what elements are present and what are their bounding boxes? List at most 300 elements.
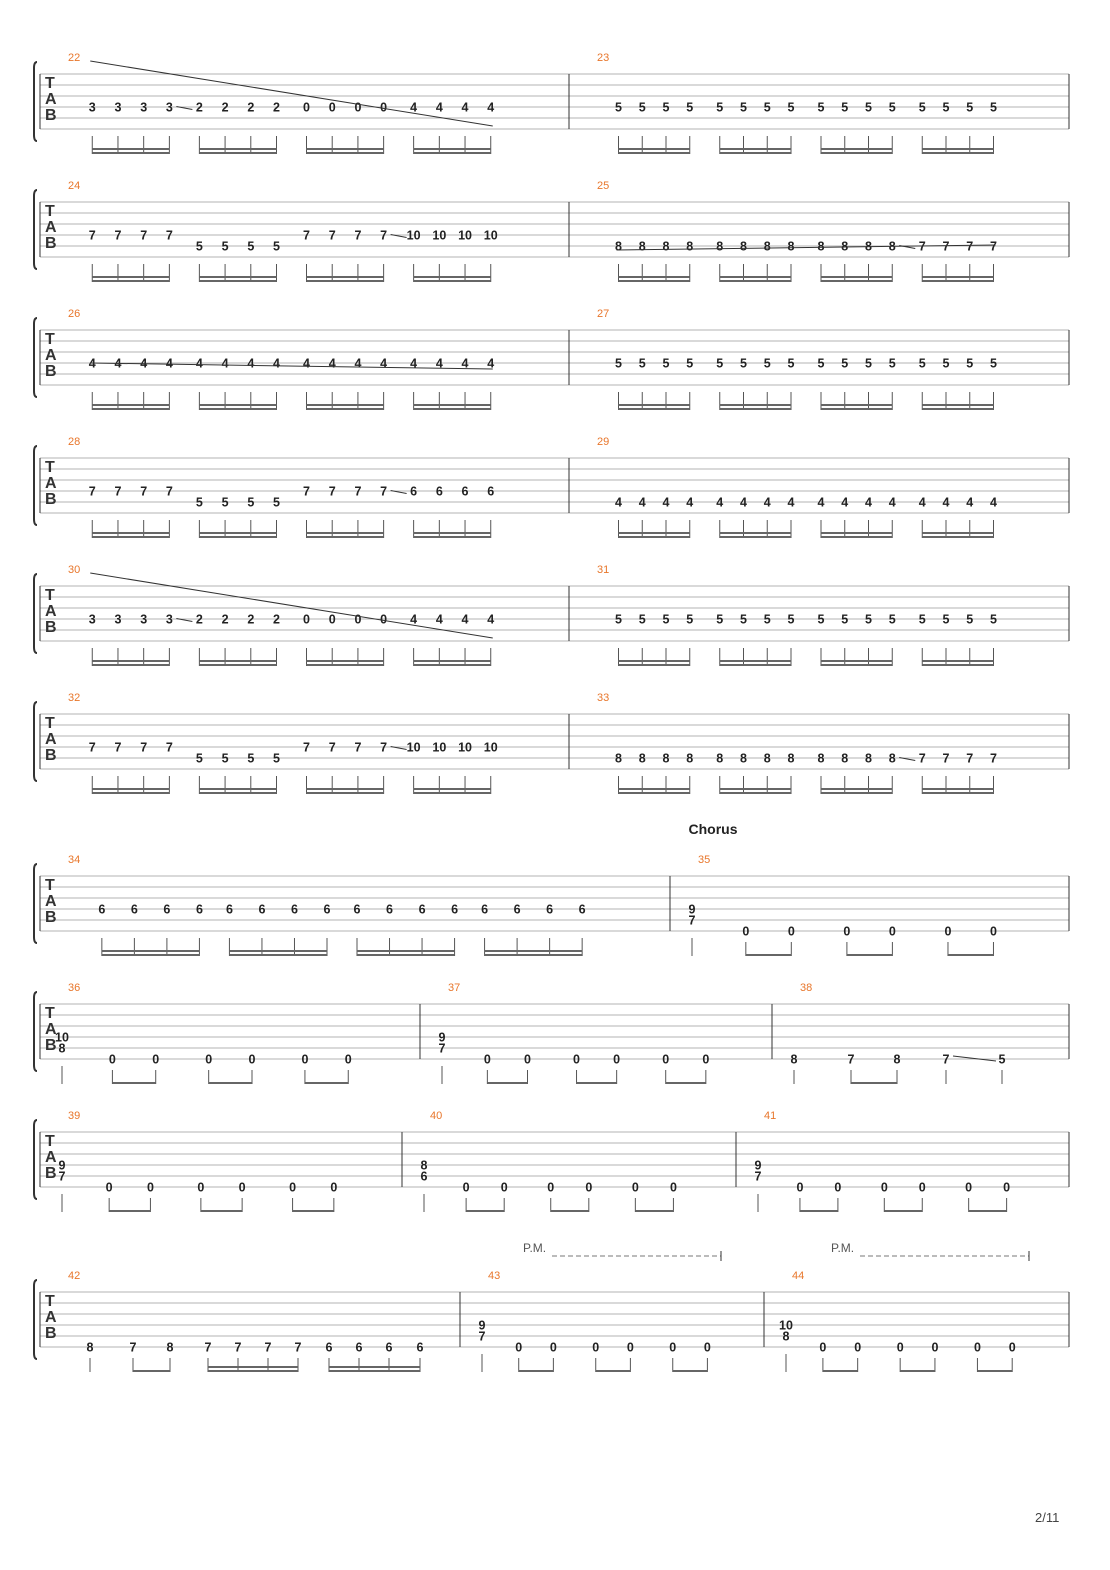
fret-number: 0 xyxy=(1003,1180,1011,1195)
fret-number: 5 xyxy=(865,612,872,627)
fret-number: 5 xyxy=(841,100,849,115)
fret-number: 2 xyxy=(195,612,203,627)
fret-number: 4 xyxy=(990,495,997,510)
fret-number: 5 xyxy=(195,239,203,254)
fret-number: 6 xyxy=(451,902,459,917)
fret-number: 10 xyxy=(406,228,421,243)
fret-number: 7 xyxy=(114,484,122,499)
fret-number: 0 xyxy=(880,1180,888,1195)
fret-number: 10 xyxy=(432,228,447,243)
fret-number: 0 xyxy=(918,1180,926,1195)
fret-number: 7 xyxy=(234,1340,242,1355)
fret-number: 0 xyxy=(669,1340,677,1355)
fret-number: 5 xyxy=(787,612,795,627)
fret-number: 4 xyxy=(942,495,950,510)
fret-number: 4 xyxy=(435,100,443,115)
system-bracket xyxy=(34,446,37,525)
fret-number: 5 xyxy=(841,612,849,627)
fret-number: 5 xyxy=(662,612,670,627)
fret-number: 7 xyxy=(942,239,950,254)
measure-number: 43 xyxy=(488,1270,501,1282)
fret-number: 5 xyxy=(247,751,255,766)
system-bracket xyxy=(34,574,37,653)
fret-number: 5 xyxy=(615,100,622,115)
fret-number: 4 xyxy=(221,356,229,371)
fret-number: 8 xyxy=(716,239,724,254)
fret-number: 7 xyxy=(354,228,362,243)
fret-number: 7 xyxy=(380,228,388,243)
measure-number: 40 xyxy=(430,1110,443,1122)
fret-number: 0 xyxy=(742,924,750,939)
fret-number: 4 xyxy=(763,495,771,510)
fret-number: 8 xyxy=(888,751,896,766)
fret-number: 8 xyxy=(662,239,670,254)
fret-number: 4 xyxy=(865,495,872,510)
fret-number: 4 xyxy=(380,356,388,371)
fret-number: 0 xyxy=(152,1052,160,1067)
chord-fret-number: 6 xyxy=(420,1169,428,1184)
fret-number: 0 xyxy=(592,1340,600,1355)
fret-number: 0 xyxy=(703,1340,711,1355)
fret-number: 5 xyxy=(865,356,872,371)
tab-clef-letter: A xyxy=(45,731,57,748)
measure-number: 38 xyxy=(800,982,813,994)
fret-number: 0 xyxy=(197,1180,205,1195)
fret-number: 5 xyxy=(888,612,896,627)
fret-number: 0 xyxy=(549,1340,557,1355)
measure-number: 22 xyxy=(68,52,81,64)
fret-number: 5 xyxy=(888,356,896,371)
fret-number: 3 xyxy=(88,100,96,115)
fret-number: 0 xyxy=(500,1180,508,1195)
fret-number: 7 xyxy=(354,740,362,755)
tab-clef-letter: A xyxy=(45,603,57,620)
fret-number: 0 xyxy=(834,1180,842,1195)
fret-number: 7 xyxy=(114,740,122,755)
chord-fret-number: 9 xyxy=(754,1158,762,1173)
fret-number: 7 xyxy=(990,239,997,254)
fret-number: 2 xyxy=(221,100,229,115)
fret-number: 4 xyxy=(918,495,926,510)
chord-fret-number: 10 xyxy=(55,1030,69,1045)
measure-number: 41 xyxy=(764,1110,777,1122)
fret-number: 10 xyxy=(483,228,498,243)
system-bracket xyxy=(34,1280,37,1359)
fret-number: 0 xyxy=(289,1180,297,1195)
system-bracket xyxy=(34,190,37,269)
fret-number: 5 xyxy=(686,612,694,627)
fret-number: 3 xyxy=(140,100,148,115)
fret-number: 0 xyxy=(301,1052,309,1067)
fret-number: 0 xyxy=(462,1180,470,1195)
fret-number: 5 xyxy=(716,356,724,371)
tab-clef-letter: T xyxy=(45,587,55,604)
long-slide-line xyxy=(90,61,495,126)
fret-number: 7 xyxy=(303,484,310,499)
tab-clef-letter: A xyxy=(45,1309,57,1326)
fret-number: 3 xyxy=(114,612,122,627)
fret-number: 0 xyxy=(146,1180,154,1195)
chord-fret-number: 7 xyxy=(58,1169,66,1184)
tab-clef-letter: T xyxy=(45,331,55,348)
fret-number: 0 xyxy=(248,1052,256,1067)
fret-number: 5 xyxy=(740,100,747,115)
long-slide-line xyxy=(90,573,495,638)
fret-number: 6 xyxy=(163,902,171,917)
tab-clef-letter: T xyxy=(45,877,55,894)
fret-number: 0 xyxy=(819,1340,827,1355)
fret-number: 5 xyxy=(787,100,795,115)
fret-number: 5 xyxy=(195,495,203,510)
fret-number: 5 xyxy=(716,100,724,115)
tab-clef-letter: A xyxy=(45,475,57,492)
chord-fret-number: 9 xyxy=(688,902,696,917)
fret-number: 4 xyxy=(195,356,203,371)
fret-number: 0 xyxy=(238,1180,246,1195)
fret-number: 6 xyxy=(325,1340,333,1355)
fret-number: 8 xyxy=(865,239,872,254)
fret-number: 5 xyxy=(966,356,974,371)
fret-number: 4 xyxy=(841,495,849,510)
fret-number: 3 xyxy=(165,612,173,627)
tab-clef-letter: B xyxy=(45,747,57,764)
fret-number: 5 xyxy=(763,356,771,371)
fret-number: 7 xyxy=(140,484,148,499)
fret-number: 5 xyxy=(763,100,771,115)
fret-number: 0 xyxy=(896,1340,904,1355)
fret-number: 4 xyxy=(273,356,280,371)
measure-number: 32 xyxy=(68,692,81,704)
system-bracket xyxy=(34,1120,37,1199)
fret-number: 4 xyxy=(461,612,469,627)
fret-number: 7 xyxy=(129,1340,137,1355)
fret-number: 6 xyxy=(130,902,138,917)
fret-number: 4 xyxy=(686,495,694,510)
fret-number: 0 xyxy=(944,924,952,939)
fret-number: 0 xyxy=(702,1052,710,1067)
fret-number: 7 xyxy=(990,751,997,766)
fret-number: 4 xyxy=(328,356,336,371)
fret-number: 5 xyxy=(221,751,229,766)
fret-number: 0 xyxy=(669,1180,677,1195)
fret-number: 4 xyxy=(487,356,495,371)
measure-number: 36 xyxy=(68,982,81,994)
fret-number: 7 xyxy=(966,751,974,766)
fret-number: 0 xyxy=(380,100,388,115)
fret-number: 7 xyxy=(303,228,310,243)
fret-number: 7 xyxy=(303,740,310,755)
fret-number: 0 xyxy=(573,1052,581,1067)
fret-number: 2 xyxy=(273,612,280,627)
fret-number: 3 xyxy=(165,100,173,115)
fret-number: 5 xyxy=(817,100,825,115)
chord-fret-number: 7 xyxy=(754,1169,762,1184)
fret-number: 7 xyxy=(204,1340,212,1355)
measure-number: 26 xyxy=(68,308,81,320)
measure-number: 27 xyxy=(597,308,610,320)
fret-number: 4 xyxy=(740,495,747,510)
fret-number: 7 xyxy=(380,484,388,499)
fret-number: 5 xyxy=(247,239,255,254)
fret-number: 0 xyxy=(330,1180,338,1195)
fret-number: 5 xyxy=(221,495,229,510)
fret-number: 0 xyxy=(613,1052,621,1067)
chord-fret-number: 8 xyxy=(782,1329,790,1344)
fret-number: 7 xyxy=(380,740,388,755)
chord-fret-number: 10 xyxy=(779,1318,793,1333)
fret-number: 5 xyxy=(966,612,974,627)
fret-number: 0 xyxy=(303,100,310,115)
fret-number: 5 xyxy=(918,612,926,627)
chord-fret-number: 7 xyxy=(478,1329,486,1344)
fret-number: 6 xyxy=(546,902,554,917)
tab-clef-letter: B xyxy=(45,1325,57,1342)
fret-number: 5 xyxy=(817,356,825,371)
fret-number: 8 xyxy=(716,751,724,766)
fret-number: 5 xyxy=(195,751,203,766)
fret-number: 4 xyxy=(787,495,795,510)
fret-number: 7 xyxy=(328,484,336,499)
fret-number: 6 xyxy=(195,902,203,917)
fret-number: 5 xyxy=(990,612,997,627)
fret-number: 0 xyxy=(989,924,997,939)
tab-clef-letter: T xyxy=(45,1133,55,1150)
chord-fret-number: 8 xyxy=(420,1158,428,1173)
page-number: 2/11 xyxy=(1035,1510,1060,1525)
fret-number: 4 xyxy=(303,356,310,371)
fret-number: 5 xyxy=(740,356,747,371)
fret-number: 8 xyxy=(787,751,795,766)
fret-number: 7 xyxy=(165,484,173,499)
fret-number: 8 xyxy=(817,751,825,766)
fret-number: 3 xyxy=(140,612,148,627)
fret-number: 0 xyxy=(843,924,851,939)
fret-number: 5 xyxy=(787,356,795,371)
tab-clef-letter: B xyxy=(45,491,57,508)
fret-number: 0 xyxy=(205,1052,213,1067)
fret-number: 5 xyxy=(638,356,646,371)
fret-number: 8 xyxy=(841,751,849,766)
fret-number: 0 xyxy=(854,1340,862,1355)
section-label-chorus: Chorus xyxy=(688,821,738,837)
fret-number: 8 xyxy=(865,751,872,766)
system-bracket xyxy=(34,864,37,943)
fret-number: 0 xyxy=(1008,1340,1016,1355)
fret-number: 4 xyxy=(165,356,173,371)
tab-clef-letter: B xyxy=(45,909,57,926)
fret-number: 0 xyxy=(787,924,795,939)
fret-number: 5 xyxy=(841,356,849,371)
fret-number: 8 xyxy=(662,751,670,766)
fret-number: 8 xyxy=(86,1340,94,1355)
tab-clef-letter: T xyxy=(45,1005,55,1022)
fret-number: 8 xyxy=(686,751,694,766)
fret-number: 0 xyxy=(796,1180,804,1195)
fret-number: 5 xyxy=(740,612,747,627)
chord-fret-number: 9 xyxy=(438,1030,446,1045)
fret-number: 4 xyxy=(114,356,122,371)
fret-number: 6 xyxy=(416,1340,424,1355)
fret-number: 4 xyxy=(888,495,896,510)
fret-number: 4 xyxy=(435,356,443,371)
fret-number: 2 xyxy=(247,612,255,627)
fret-number: 8 xyxy=(893,1052,901,1067)
fret-number: 8 xyxy=(615,239,622,254)
fret-number: 5 xyxy=(942,356,950,371)
fret-number: 4 xyxy=(487,100,495,115)
fret-number: 10 xyxy=(406,740,421,755)
fret-number: 0 xyxy=(631,1180,639,1195)
measure-number: 30 xyxy=(68,564,81,576)
fret-number: 5 xyxy=(273,495,280,510)
measure-number: 33 xyxy=(597,692,610,704)
measure-number: 23 xyxy=(597,52,610,64)
fret-number: 8 xyxy=(790,1052,798,1067)
fret-number: 5 xyxy=(966,100,974,115)
tab-clef-letter: B xyxy=(45,619,57,636)
fret-number: 0 xyxy=(483,1052,491,1067)
fret-number: 4 xyxy=(410,356,418,371)
tab-clef-letter: A xyxy=(45,1149,57,1166)
fret-number: 5 xyxy=(990,100,997,115)
fret-number: 4 xyxy=(410,612,418,627)
fret-number: 4 xyxy=(435,612,443,627)
fret-number: 4 xyxy=(88,356,96,371)
fret-number: 5 xyxy=(686,100,694,115)
fret-number: 5 xyxy=(763,612,771,627)
fret-number: 4 xyxy=(354,356,362,371)
fret-number: 0 xyxy=(626,1340,634,1355)
fret-number: 0 xyxy=(973,1340,981,1355)
fret-number: 5 xyxy=(817,612,825,627)
fret-number: 0 xyxy=(585,1180,593,1195)
fret-number: 5 xyxy=(888,100,896,115)
fret-number: 10 xyxy=(432,740,447,755)
fret-number: 8 xyxy=(638,239,646,254)
fret-number: 3 xyxy=(114,100,122,115)
fret-number: 7 xyxy=(966,239,974,254)
fret-number: 7 xyxy=(918,239,926,254)
fret-number: 5 xyxy=(662,100,670,115)
fret-number: 6 xyxy=(481,902,489,917)
palm-mute-label: P.M. xyxy=(523,1241,547,1255)
fret-number: 5 xyxy=(918,356,926,371)
fret-number: 8 xyxy=(817,239,825,254)
fret-number: 0 xyxy=(965,1180,973,1195)
long-slide-line xyxy=(90,363,492,369)
fret-number: 4 xyxy=(817,495,825,510)
measure-number: 24 xyxy=(68,180,81,192)
fret-number: 4 xyxy=(461,356,469,371)
fret-number: 0 xyxy=(354,612,362,627)
fret-number: 7 xyxy=(88,484,96,499)
tab-clef-letter: A xyxy=(45,893,57,910)
fret-number: 6 xyxy=(578,902,586,917)
fret-number: 0 xyxy=(931,1340,939,1355)
fret-number: 4 xyxy=(410,100,418,115)
fret-number: 7 xyxy=(264,1340,272,1355)
fret-number: 0 xyxy=(547,1180,555,1195)
fret-number: 7 xyxy=(114,228,122,243)
fret-number: 4 xyxy=(487,612,495,627)
fret-number: 8 xyxy=(740,239,747,254)
tab-clef-letter: A xyxy=(45,91,57,108)
fret-number: 10 xyxy=(483,740,498,755)
fret-number: 0 xyxy=(328,612,336,627)
fret-number: 6 xyxy=(386,902,394,917)
fret-number: 7 xyxy=(328,228,336,243)
fret-number: 5 xyxy=(615,612,622,627)
fret-number: 6 xyxy=(258,902,266,917)
fret-number: 4 xyxy=(615,495,622,510)
fret-number: 4 xyxy=(247,356,255,371)
fret-number: 6 xyxy=(225,902,233,917)
fret-number: 5 xyxy=(990,356,997,371)
fret-number: 7 xyxy=(88,228,96,243)
fret-number: 4 xyxy=(140,356,148,371)
tab-clef-letter: B xyxy=(45,235,57,252)
fret-number: 7 xyxy=(165,228,173,243)
fret-number: 8 xyxy=(638,751,646,766)
measure-number: 25 xyxy=(597,180,610,192)
fret-number: 0 xyxy=(662,1052,670,1067)
fret-number: 0 xyxy=(354,100,362,115)
fret-number: 6 xyxy=(435,484,443,499)
fret-number: 5 xyxy=(273,239,280,254)
fret-number: 5 xyxy=(865,100,872,115)
fret-number: 6 xyxy=(418,902,426,917)
fret-number: 8 xyxy=(686,239,694,254)
fret-number: 8 xyxy=(740,751,747,766)
fret-number: 4 xyxy=(461,100,469,115)
fret-number: 4 xyxy=(966,495,974,510)
system-bracket xyxy=(34,992,37,1071)
fret-number: 7 xyxy=(354,484,362,499)
fret-number: 6 xyxy=(513,902,521,917)
palm-mute-label: P.M. xyxy=(831,1241,855,1255)
tab-clef-letter: T xyxy=(45,203,55,220)
fret-number: 7 xyxy=(942,751,950,766)
fret-number: 8 xyxy=(763,239,771,254)
fret-number: 0 xyxy=(328,100,336,115)
fret-number: 5 xyxy=(686,356,694,371)
fret-number: 10 xyxy=(458,228,472,243)
fret-number: 2 xyxy=(221,612,229,627)
fret-number: 6 xyxy=(410,484,418,499)
tab-clef-letter: B xyxy=(45,363,57,380)
fret-number: 5 xyxy=(998,1052,1006,1067)
measure-number: 29 xyxy=(597,436,610,448)
fret-number: 5 xyxy=(942,100,950,115)
fret-number: 8 xyxy=(615,751,622,766)
fret-number: 6 xyxy=(290,902,298,917)
fret-number: 8 xyxy=(888,239,896,254)
fret-number: 0 xyxy=(524,1052,531,1067)
measure-number: 42 xyxy=(68,1270,81,1282)
tab-clef-letter: B xyxy=(45,107,57,124)
fret-number: 6 xyxy=(353,902,361,917)
fret-number: 7 xyxy=(918,751,926,766)
fret-number: 0 xyxy=(344,1052,352,1067)
fret-number: 7 xyxy=(847,1052,855,1067)
measure-number: 31 xyxy=(597,564,610,576)
fret-number: 5 xyxy=(662,356,670,371)
fret-number: 6 xyxy=(98,902,106,917)
fret-number: 2 xyxy=(195,100,203,115)
tab-clef-letter: B xyxy=(45,1037,57,1054)
measure-number: 39 xyxy=(68,1110,81,1122)
fret-number: 0 xyxy=(105,1180,113,1195)
